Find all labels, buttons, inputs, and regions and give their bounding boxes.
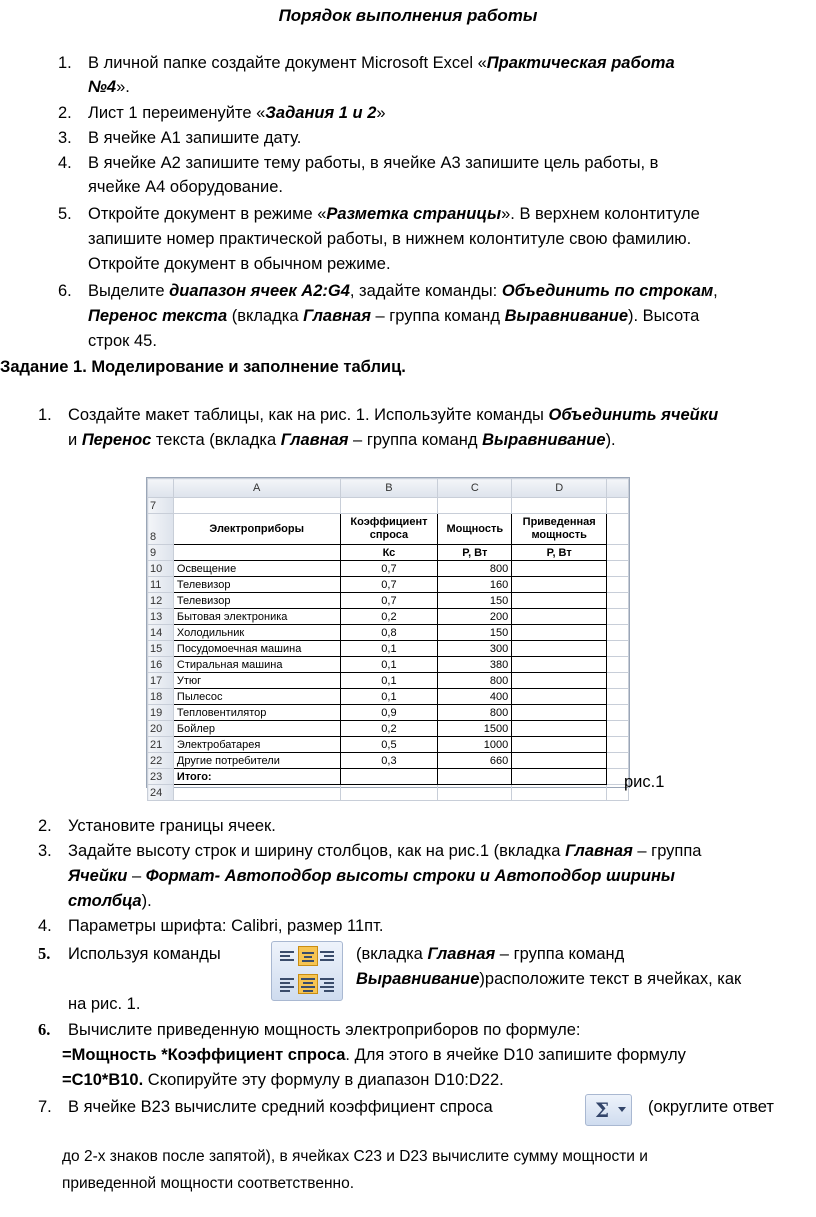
- appliance-name-cell: Телевизор: [173, 593, 340, 609]
- sigma-glyph: Σ: [595, 1098, 610, 1122]
- row-number: 23: [148, 769, 174, 785]
- reduced-power-cell: [512, 753, 607, 769]
- step-4: 4. В ячейке А2 запишите тему работы, в ячейке А3 запишите цель работы, в: [58, 154, 659, 172]
- align-top-left-icon: [278, 947, 296, 965]
- reduced-power-cell: [512, 673, 607, 689]
- row-number: 19: [148, 705, 174, 721]
- sheet-row-23: [148, 769, 629, 785]
- task1-item-5-cont: на рис. 1.: [68, 995, 141, 1013]
- row-number: 21: [148, 737, 174, 753]
- row-number: 11: [148, 577, 174, 593]
- empty-cell: [607, 689, 629, 705]
- step-6: 6. Выделите диапазон ячеек А2:G4, задайте команды: Объединить по строкам,: [58, 282, 718, 300]
- task1-item-6-cont: =Мощность *Коэффициент спроса. Для этого в ячейке D10 запишите формулу: [62, 1046, 686, 1064]
- header-power: Мощность: [438, 514, 512, 545]
- table-row: [148, 561, 629, 577]
- align-buttons-icon[interactable]: [271, 941, 343, 1001]
- corner-cell: [148, 479, 174, 498]
- empty-cell: [607, 753, 629, 769]
- table-row: [148, 753, 629, 769]
- row-number: 14: [148, 625, 174, 641]
- table-row: [148, 593, 629, 609]
- empty-cell: [607, 673, 629, 689]
- task1-item-4: 4. Параметры шрифта: Calibri, размер 11пт.: [38, 917, 384, 935]
- appliance-name-cell: Посудомоечная машина: [173, 641, 340, 657]
- task1-item-3-cont: Ячейки – Формат- Автоподбор высоты строки и Автоподбор ширины: [68, 867, 676, 885]
- column-header-c: C: [438, 479, 512, 498]
- appliance-name-cell: Холодильник: [173, 625, 340, 641]
- task1-item-7-cont: до 2-х знаков после запятой), в ячейках С23 и D23 вычислите сумму мощности и: [62, 1148, 648, 1165]
- table-row: [148, 609, 629, 625]
- demand-coefficient-cell: 0,2: [340, 609, 438, 625]
- power-cell: 400: [438, 689, 512, 705]
- total-label: Итого:: [173, 769, 340, 785]
- unit-p-reduced: Р, Вт: [512, 545, 607, 561]
- row-number: 16: [148, 657, 174, 673]
- task1-item-2: 2. Установите границы ячеек.: [38, 817, 276, 835]
- step-2: 2. Лист 1 переименуйте «Задания 1 и 2»: [58, 104, 386, 122]
- power-cell: 160: [438, 577, 512, 593]
- empty-cell: [607, 609, 629, 625]
- align-left-icon: [278, 975, 296, 993]
- unit-p: Р, Вт: [438, 545, 512, 561]
- task1-item-7-right: (округлите ответ: [648, 1098, 774, 1116]
- chevron-down-icon: [618, 1107, 626, 1112]
- task1-item-6-cont2: =С10*В10. Скопируйте эту формулу в диапазон D10:D22.: [62, 1071, 504, 1089]
- demand-coefficient-cell: 0,1: [340, 673, 438, 689]
- empty-cell: [607, 625, 629, 641]
- power-cell: 1000: [438, 737, 512, 753]
- table-row: [148, 641, 629, 657]
- task1-item-6: 6. Вычислите приведенную мощность электроприборов по формуле:: [38, 1020, 581, 1039]
- reduced-power-cell: [512, 593, 607, 609]
- column-header-e: [607, 479, 629, 498]
- demand-coefficient-cell: 0,7: [340, 561, 438, 577]
- task1-item-5-right-cont: Выравнивание)расположите текст в ячейках, как: [356, 970, 742, 988]
- task1-item-7: 7. В ячейке В23 вычислите средний коэффициент спроса: [38, 1098, 493, 1116]
- task1-heading: Задание 1. Моделирование и заполнение таблиц.: [0, 358, 406, 376]
- table-row: [148, 689, 629, 705]
- column-header-a: A: [173, 479, 340, 498]
- reduced-power-cell: [512, 641, 607, 657]
- appliance-name-cell: Телевизор: [173, 577, 340, 593]
- power-cell: 800: [438, 673, 512, 689]
- step-5-cont2: Откройте документ в обычном режиме.: [88, 255, 391, 273]
- data-rows: [148, 561, 629, 769]
- column-header-b: B: [340, 479, 438, 498]
- power-cell: 300: [438, 641, 512, 657]
- power-cell: 800: [438, 561, 512, 577]
- reduced-power-cell: [512, 625, 607, 641]
- align-center-icon: [298, 974, 318, 994]
- sheet-row-7: [148, 498, 629, 514]
- reduced-power-cell: [512, 657, 607, 673]
- row-number: 7: [148, 498, 174, 514]
- appliance-name-cell: Бойлер: [173, 721, 340, 737]
- appliance-name-cell: Утюг: [173, 673, 340, 689]
- align-right-icon: [318, 975, 336, 993]
- sheet-row-8: [148, 514, 629, 545]
- column-header-row: [148, 479, 629, 498]
- power-cell: 1500: [438, 721, 512, 737]
- appliance-name-cell: Пылесос: [173, 689, 340, 705]
- demand-coefficient-cell: 0,1: [340, 657, 438, 673]
- empty-cell: [607, 737, 629, 753]
- figure-caption: рис.1: [624, 773, 665, 791]
- demand-coefficient-cell: 0,7: [340, 577, 438, 593]
- row-number: 8: [148, 514, 174, 545]
- reduced-power-cell: [512, 737, 607, 753]
- empty-cell: [607, 577, 629, 593]
- demand-coefficient-cell: 0,2: [340, 721, 438, 737]
- empty-cell: [607, 561, 629, 577]
- appliance-name-cell: Бытовая электроника: [173, 609, 340, 625]
- row-number: 24: [148, 785, 174, 801]
- demand-coefficient-cell: 0,7: [340, 593, 438, 609]
- row-number: 9: [148, 545, 174, 561]
- table-row: [148, 625, 629, 641]
- spreadsheet-table: [147, 478, 629, 801]
- step-6-cont: Перенос текста (вкладка Главная – группа команд Выравнивание). Высота: [88, 307, 700, 325]
- reduced-power-cell: [512, 609, 607, 625]
- row-number: 12: [148, 593, 174, 609]
- reduced-power-cell: [512, 561, 607, 577]
- power-cell: 150: [438, 625, 512, 641]
- power-cell: 660: [438, 753, 512, 769]
- demand-coefficient-cell: 0,3: [340, 753, 438, 769]
- align-middle-icon: [298, 946, 318, 966]
- appliance-name-cell: Другие потребители: [173, 753, 340, 769]
- empty-cell: [607, 721, 629, 737]
- table-row: [148, 705, 629, 721]
- task1-item-5-right: (вкладка Главная – группа команд: [356, 945, 625, 963]
- step-5-cont: запишите номер практической работы, в нижнем колонтитуле свою фамилию.: [88, 230, 692, 248]
- align-bottom-icon: [318, 947, 336, 965]
- power-cell: 800: [438, 705, 512, 721]
- step-6-cont2: строк 45.: [88, 332, 157, 350]
- empty-cell: [607, 641, 629, 657]
- step-3: 3. В ячейке А1 запишите дату.: [58, 129, 302, 147]
- task1-item-1: 1. Создайте макет таблицы, как на рис. 1. Используйте команды Объединить ячейки: [38, 406, 719, 424]
- task1-item-3: 3. Задайте высоту строк и ширину столбцов, как на рис.1 (вкладка Главная – группа: [38, 842, 702, 860]
- table-row: [148, 673, 629, 689]
- table-row: [148, 721, 629, 737]
- row-number: 15: [148, 641, 174, 657]
- appliance-name-cell: Освещение: [173, 561, 340, 577]
- header-reduced-power: Приведенная мощность: [512, 514, 607, 545]
- page-title: Порядок выполнения работы: [278, 6, 538, 25]
- empty-cell: [607, 593, 629, 609]
- demand-coefficient-cell: 0,1: [340, 641, 438, 657]
- task1-item-5: 5. Используя команды: [38, 944, 221, 963]
- step-1-cont: №4».: [88, 78, 130, 96]
- header-demand-coefficient: Коэффициент спроса: [340, 514, 438, 545]
- appliance-name-cell: Тепловентилятор: [173, 705, 340, 721]
- demand-coefficient-cell: 0,8: [340, 625, 438, 641]
- task1-item-7-cont2: приведенной мощности соответственно.: [62, 1175, 354, 1192]
- power-cell: 380: [438, 657, 512, 673]
- appliance-name-cell: Стиральная машина: [173, 657, 340, 673]
- spreadsheet-figure: [146, 477, 630, 799]
- row-number: 10: [148, 561, 174, 577]
- step-4-cont: ячейке А4 оборудование.: [88, 178, 284, 196]
- demand-coefficient-cell: 0,1: [340, 689, 438, 705]
- reduced-power-cell: [512, 721, 607, 737]
- step-5: 5. Откройте документ в режиме «Разметка страницы». В верхнем колонтитуле: [58, 205, 700, 223]
- row-number: 17: [148, 673, 174, 689]
- header-appliances: Электроприборы: [173, 514, 340, 545]
- power-cell: 200: [438, 609, 512, 625]
- row-number: 20: [148, 721, 174, 737]
- table-row: [148, 737, 629, 753]
- demand-coefficient-cell: 0,5: [340, 737, 438, 753]
- row-number: 22: [148, 753, 174, 769]
- reduced-power-cell: [512, 577, 607, 593]
- column-header-d: D: [512, 479, 607, 498]
- table-row: [148, 657, 629, 673]
- step-1: 1. В личной папке создайте документ Microsoft Excel «Практическая работа: [58, 54, 675, 72]
- row-number: 13: [148, 609, 174, 625]
- sheet-row-24: [148, 785, 629, 801]
- row-number: 18: [148, 689, 174, 705]
- demand-coefficient-cell: 0,9: [340, 705, 438, 721]
- empty-cell: [607, 657, 629, 673]
- task1-item-1-cont: и Перенос текста (вкладка Главная – группа команд Выравнивание).: [68, 431, 616, 449]
- sheet-row-9: [148, 545, 629, 561]
- autosum-icon[interactable]: [585, 1094, 632, 1126]
- appliance-name-cell: Электробатарея: [173, 737, 340, 753]
- table-row: [148, 577, 629, 593]
- task1-item-3-cont2: столбца).: [68, 892, 152, 910]
- reduced-power-cell: [512, 705, 607, 721]
- empty-cell: [607, 705, 629, 721]
- unit-kc: Кс: [340, 545, 438, 561]
- reduced-power-cell: [512, 689, 607, 705]
- power-cell: 150: [438, 593, 512, 609]
